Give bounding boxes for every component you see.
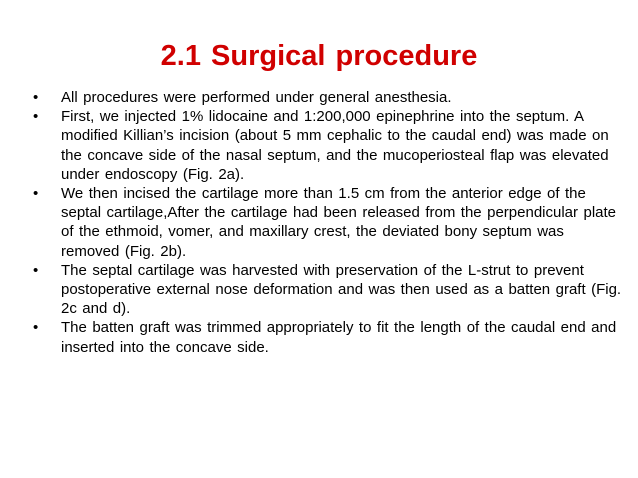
bullet-item	[30, 318, 622, 356]
bullet-text: We then incised the cartilage more than 1.5 cm from the anterior edge of the septal cartilage,After the cartilage had been released from the perpendicular plate of the ethmoid, vomer, and maxillary crest, the deviated bony septum was removed (Fig. 2b).	[61, 185, 616, 260]
bullet-dot-icon: •	[33, 89, 39, 106]
bullet-dot-icon: •	[33, 185, 39, 203]
bullet-item	[30, 88, 622, 107]
bullet-dot-icon: •	[33, 108, 39, 126]
bullet-dot-icon: •	[33, 319, 39, 337]
bullet-item	[30, 261, 622, 319]
slide-title: 2.1 Surgical procedure	[160, 40, 478, 72]
bullet-list	[30, 88, 622, 357]
bullet-text: The septal cartilage was harvested with preservation of the L-strut to prevent postoperative external nose deformation and was then used as a batten graft (Fig. 2c and d).	[61, 261, 622, 318]
bullet-dot-icon: •	[33, 261, 39, 279]
bullet-text: All procedures were performed under general anesthesia.	[61, 89, 452, 106]
bullet-item	[30, 107, 622, 184]
bullet-text: First, we injected 1% lidocaine and 1:200,000 epinephrine into the septum. A modified Killian’s incision (about 5 mm cephalic to the caudal end) was made on the concave side of the nasal septum, and the mucoperiosteal flap was elevated under endoscopy (Fig. 2a).	[61, 108, 609, 183]
bullet-text: The batten graft was trimmed appropriately to fit the length of the caudal end and inserted into the concave side.	[61, 319, 617, 356]
bullet-item	[30, 184, 622, 261]
